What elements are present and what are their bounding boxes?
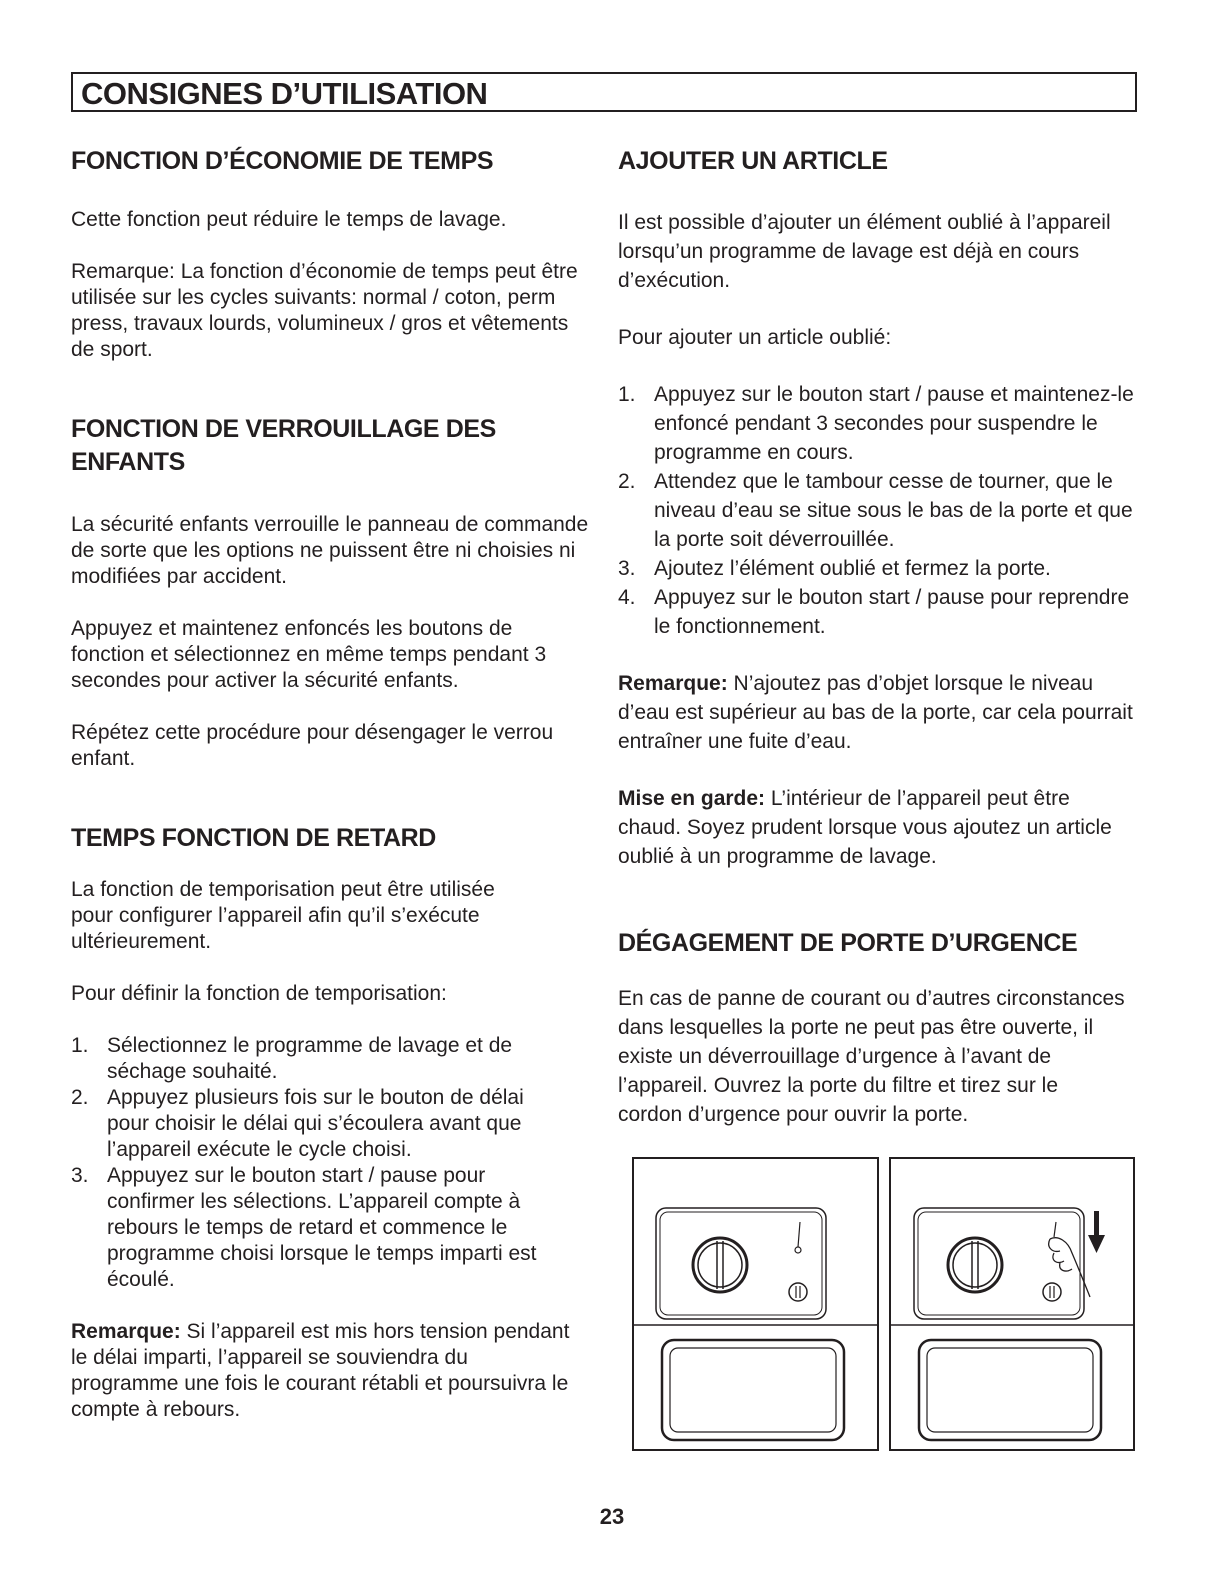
list-item: 2. Appuyez plusieurs fois sur le bouton de délai pour choisir le délai qui s’écoulera avant que l’appareil exécute le cycle choisi. xyxy=(71,1086,524,1161)
delay-note: Remarque: Si l’appareil est mis hors tension pendant le délai imparti, l’appareil se souviendra du programme une fois le courant rétabli et poursuivra le compte à rebours. xyxy=(71,1320,570,1421)
child-lock-intro: La sécurité enfants verrouille le panneau de commande de sorte que les options ne puissent être ni choisies ni modifiées par accident. xyxy=(71,513,589,588)
down-arrow-icon xyxy=(1088,1211,1105,1253)
list-item: 3. Ajoutez l’élément oublié et fermez la porte. xyxy=(618,557,1051,580)
emergency-heading: DÉGAGEMENT DE PORTE D’URGENCE xyxy=(618,929,1078,957)
washer-front-pulling-cord xyxy=(890,1158,1134,1450)
note-label: Remarque: xyxy=(618,672,728,695)
left-column xyxy=(71,140,591,1423)
page-title: CONSIGNES D’UTILISATION xyxy=(81,76,488,111)
time-saver-heading: FONCTION D’ÉCONOMIE DE TEMPS xyxy=(71,147,494,175)
add-item-intro: Il est possible d’ajouter un élément oublié à l’appareil lorsqu’un programme de lavage est déjà en cours d’exécution. xyxy=(618,211,1111,292)
list-item: 3. Appuyez sur le bouton start / pause pour confirmer les sélections. L’appareil compte à rebours le temps de retard et commence le programme choisi lorsque le temps imparti est écoulé. xyxy=(71,1164,537,1291)
page-number: 23 xyxy=(599,1504,625,1529)
list-item: 4. Appuyez sur le bouton start / pause pour reprendre le fonctionnement. xyxy=(618,586,1130,638)
note-label: Remarque: xyxy=(71,1320,181,1343)
add-item-heading: AJOUTER UN ARTICLE xyxy=(618,147,888,175)
delay-heading: TEMPS FONCTION DE RETARD xyxy=(71,824,436,852)
delay-steps-intro: Pour définir la fonction de temporisation: xyxy=(71,982,447,1005)
emergency-text: En cas de panne de courant ou d’autres circonstances dans lesquelles la porte ne peut pas être ouverte, il existe un déverrouillage d’urgence à l’avant de l’appareil. Ouvrez la porte du filtre et tirez sur le cordon d’urgence pour ouvrir la porte. xyxy=(618,987,1125,1126)
section-banner xyxy=(71,72,1137,112)
time-saver-intro: Cette fonction peut réduire le temps de lavage. xyxy=(71,208,507,231)
child-lock-activate: Appuyez et maintenez enfoncés les boutons de fonction et sélectionnez en même temps pendant 3 secondes pour activer la sécurité enfants. xyxy=(71,617,547,692)
list-item: 2. Attendez que le tambour cesse de tourner, que le niveau d’eau se situe sous le bas de la porte et que la porte soit déverrouillée. xyxy=(618,470,1133,551)
child-lock-heading: FONCTION DE VERROUILLAGE DES ENFANTS xyxy=(71,415,496,476)
time-saver-note: Remarque: La fonction d’économie de temps peut être utilisée sur les cycles suivants: normal / coton, perm press, travaux lourds, volumineux / gros et vêtements de sport. xyxy=(71,260,578,361)
add-item-steps xyxy=(618,380,1138,641)
child-lock-disengage: Répétez cette procédure pour désengager le verrou enfant. xyxy=(71,721,554,770)
add-item-steps-intro: Pour ajouter un article oublié: xyxy=(618,326,892,349)
list-item: 1. Appuyez sur le bouton start / pause et maintenez-le enfoncé pendant 3 secondes pour suspendre le programme en cours. xyxy=(618,383,1134,464)
right-column xyxy=(618,140,1138,1129)
washer-front-before xyxy=(633,1158,878,1450)
add-item-note: Remarque: N’ajoutez pas d’objet lorsque le niveau d’eau est supérieur au bas de la porte, car cela pourrait entraîner une fuite d’eau. xyxy=(618,672,1133,753)
caution-label: Mise en garde: xyxy=(618,787,766,810)
delay-intro: La fonction de temporisation peut être utilisée pour configurer l’appareil afin qu’il s’exécute ultérieurement. xyxy=(71,878,495,953)
add-item-caution: Mise en garde: L’intérieur de l’appareil peut être chaud. Soyez prudent lorsque vous ajoutez un article oublié à un programme de lavage. xyxy=(618,787,1112,868)
delay-steps xyxy=(71,1033,571,1293)
emergency-release-illustration xyxy=(632,1157,1142,1452)
list-item: 1. Sélectionnez le programme de lavage et de séchage souhaité. xyxy=(71,1034,513,1083)
